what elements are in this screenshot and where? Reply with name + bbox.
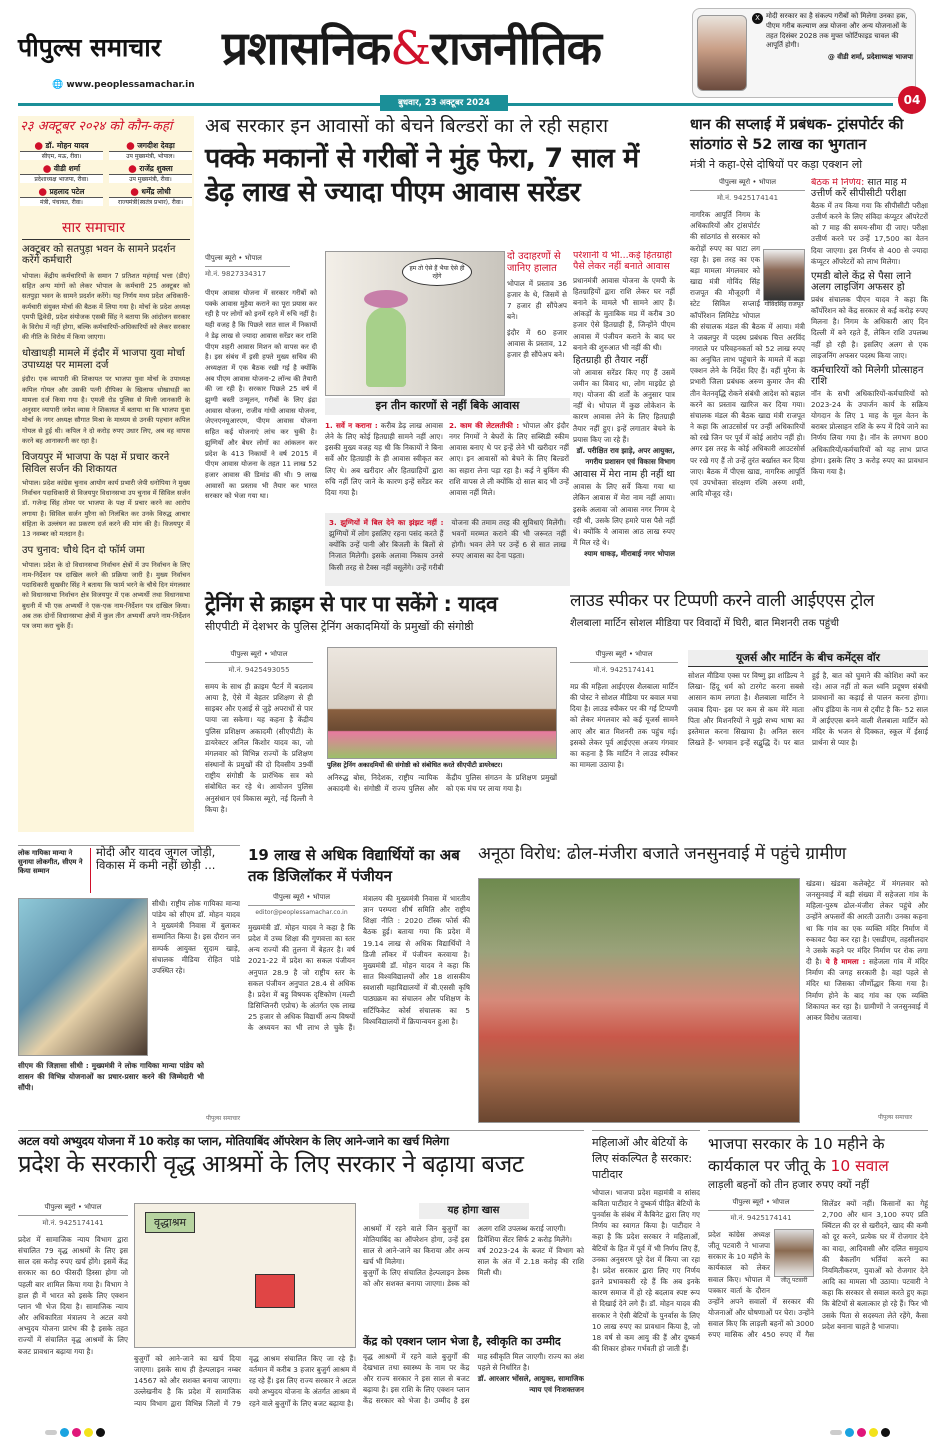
sar-headline: विजयपुर में भाजपा के पक्ष में प्रचार करने सिविल सर्जन की शिकायत [22,452,170,475]
digilocker-story [248,845,470,1125]
action-plan-headline: केंद्र को एक्शन प्लान भेजा है, स्वीकृति का उम्मीद [363,1335,561,1348]
sar-text: भोपाल। केंद्रीय कर्मचारियों के समान 7 प्रतिशत महंगाई भत्ता (डीए) सहित अन्य मांगों को लेकर भोपाल के कर्मचारी 25 अक्टूबर को सतपुड़ा भवन के सामने प्रदर्शन करेंगे। यह निर्णय मध्य प्रदेश अधिकारी-कर्मचारी संयुक्त मोर्चा की बैठक में लिया गया है। मोर्चा के प्रदेश अध्यक्ष एमपी द्विवेदी, प्रदेश संयोजक एसबी सिंह ने बताया कि आंदोलन सरकार के विरोध में नहीं होगा, बल्कि कर्मचारियों-अधिकारियों को लेकर सरकार की नीति के विरोध में किया जाएगा। [22,271,190,342]
newspaper-logo: पीपुल्स समाचार [18,33,161,62]
reason-text: भोपाल और इंदौर नगर निगमों ने बेघरों के लिए सब्सिडी स्कीम आवास बनाए थे पर इन्हें लेने भी खरीदार नहीं आए। इन आवासों को बेचने के लिए बिल्डरों का सहारा लेना पड़ा रहा है। कई ने बुकिंग की राशि वापस ले ली क्योंकि दो साल बाद भी उन्हें आवास नहीं मिले। [449,421,569,497]
jitu-photo-figure [774,1229,814,1285]
photo-caption: गोविंदसिंह राजपूत [764,301,804,309]
byline: पीपुल्स ब्यूरो • भोपाल [708,1198,814,1211]
jitu-byline-block [708,1198,814,1223]
example-item: इंदौर में 60 हजार आवास के प्रस्ताव, 12 हजार ही सौंपेअप बने। [507,327,567,359]
cartoon [325,251,505,396]
protest-body [806,878,928,1108]
training-body: समय के साथ ही क्राइम पैटर्न में बदलाव आया है, ऐसे में बेहतर प्रशिक्षण से ही साइबर और एआई से जुड़े अपराधों से पार पाया जा सकेगा। यह कहना है केंद्रीय पुलिस प्रशिक्षण अकादमी (सीएपीटी) के डायरेक्टर अनिल किशोर यादव का, जो मंगलवार को विभिन्न राज्यों के प्रशिक्षण संस्थानों के प्रमुखों की दो दिवसीय 39वीं राष्ट्रीय संगोष्ठी के प्रारंभिक सत्र को संबोधित कर रहे थे। आयोजन पुलिस अनुसंधान एवं विकास ब्यूरो, नई दिल्ली ने किया है। [205,682,313,814]
troll-body: मप्र की महिला आईएएस शैलबाला मार्टिन की पोस्ट ने सोशल मीडिया पर बवाल मचा दिया है। लाउड स्पीकर पर की गई टिप्पणी को लेकर मंगलवार को कई यूजर्स सामने आए और बात मिशनरी तक पहुंच गई। इसको लेकर पूर्व आईएएस अजय गंगवार का कहना है कि मार्टिन ने लाउड स्पीकर का मामला उठाया है। [570,682,678,770]
singer-story [18,845,240,1125]
lead-headline: पक्के मकानों से गरीबों ने मुंह फेरा, 7 साल में डेढ़ लाख से ज्यादा पीएम आवास सरेंडर [205,142,639,208]
special-item: वर्ष 2023-24 के बजट में विभाग को साल के अंत में 2.18 करोड़ की राशि मिली थी। [477,1245,584,1278]
sar-headline: धोखाधड़ी मामले में इंदौर में भाजपा युवा मोर्चा उपाध्यक्ष पर मामला दर्ज [22,348,185,371]
who-where-title: २३ अक्टूबर २०२४ को कौन-कहां [20,119,173,134]
email-address[interactable]: editor@peoplessamachar.co.in [255,909,348,916]
x-icon: X [752,13,763,24]
singer-body: सीधी। राष्ट्रीय लोक गायिका मान्या पांडेय को सीएम डॉ. मोहन यादव ने मुख्यमंत्री निवास में बुलाकर सम्मानित किया है। इस दौरान जन सम्पर्क आयुक्त सुदाम खाड़े, संचालक मीडिया रोहित पांडे उपस्थित रहे। [152,899,240,975]
paddy-side [811,178,928,586]
reason-label: 1. सर्वे न कराना : [325,421,378,430]
lead-story [205,116,675,586]
side-headline: हितग्राही ही तैयार नहीं [573,354,648,366]
cartoon-speech-bubble: हम तो ऐसे हैं भैया ऐसे ही रहेंगे [402,258,472,286]
left-column [18,116,194,832]
training-headline: ट्रेनिंग से क्राइम से पार पा सकेंगे : यादव [205,592,498,616]
jitu-headline-text: भाजपा सरकार के 10 महीने के कार्यकाल पर जीतू के [708,1135,885,1176]
seminar-photo-caption: पुलिस ट्रेनिंग अकादमियों की संगोष्ठी को संबोधित करते सीएपीटी डायरेक्टर। [327,761,503,769]
mobile-number: मो.नं. 9425174141 [716,194,779,203]
lead-kicker: अब सरकार इन आवासों को बेचने बिल्डरों का ले रही सहारा [205,115,609,137]
date-pill: बुधवार, 23 अक्टूबर 2024 [380,95,508,111]
sar-headline: उप चुनाव: चौथे दिन दो फॉर्म जमा [22,545,145,557]
jitu-subheadline: लाड़ली बहनों को तीन हजार रुपए क्यों नहीं [708,1178,870,1191]
person-name: जगदीश देवड़ा [137,140,175,150]
page-number: 04 [898,86,926,114]
person-place: मंत्री, पंचायत, रीवा। [20,198,103,206]
protest-text: खंडवा। खंडवा कलेक्ट्रेट में मंगलवार को जनसुनवाई में बड़ी संख्या में सहेजला गांव के महिला-पुरुष ढोल-मंजीरा लेकर पहुंचे और उन्होंने अफसरों की आरती उतारी। उनका कहना था कि गांव का एक व्यक्ति मंदिर निर्माण में रुकावट पैदा कर रहा है। एसडीएम, तहसीलदार ने उसके कहने पर मंदिर निर्माण पर रोक लगा दी है। [806,879,928,967]
sar-text: भोपाल। प्रदेश कांग्रेस चुनाव आयोग कार्य प्रभारी जेपी धनोपिया ने मुख्य निर्वाचन पदाधिकारी से विजयपुर विधानसभा उप चुनाव में सिविल सर्जन डॉ. गजेन्द्र सिंह तोमर पर भाजपा के पक्ष में प्रचार करने का आरोप लगाया है। सिविल सर्जन मुरैना को निलंबित कर उनके विरुद्ध आचार संहिता के उल्लंघन का प्रकरण दर्ज करने की मांग की है। विजयपुर में 13 नवम्बर को मतदान है। [22,479,190,539]
training-story [205,592,557,830]
lead-body: पीएम आवास योजना में सरकार गरीबों को पक्के आवास मुहैया कराने का पूरा प्रयास कर रही है पर लोगों को इनमें रहने में रुचि नहीं है। यही वजह है कि पिछले सात साल में निकायों ने डेढ़ लाख से ज्यादा आवास सरेंडर कर राशि पीएम शहरी आवास मिशन को वापस कर दी है। इस संबंध में इसी हफ्ते मुख्य सचिव की अध्यक्षता में एक बैठक रखी गई है क्योंकि अब पीएम आवास योजना-2 लॉन्च की तैयारी की जा रही है। सरकार पिछले 25 वर्ष में झुग्गी बस्ती उन्मूलन, गरीबों के लिए इंद्रा आवास योजना, राजीव गांधी आवास योजना, जेएनएनयूआरएम, पीएम आवास योजना सहित कई योजनाएं लांच कर चुकी है। झुग्गियों और बेघर लोगों का आंकलन कर प्रदेश के 413 निकायों ने वर्ष 2015 में पीएम आवास योजना के तहत 11 लाख 52 हजार आवास की डिमांड की थी। 9 लाख आवासों का प्रस्ताव भी तैयार कर भारत सरकार को भेजा गया था। [205,289,317,501]
section-title [222,22,601,75]
side-label: बैठक में निर्णय: [811,178,865,189]
paddy-subheadline: मंत्री ने कहा-ऐसे दोषियों पर कड़ा एक्शन लो [690,158,863,172]
singer-headline: मोदी और यादव जुगल जोड़ी, विकास में कमी नहीं छोड़ी ... [96,845,216,873]
side-text: प्रबंध संचालक पीएन यादव ने कहा कि कॉर्पोरेशन को केंद्र सरकार से कई करोड़ रुपए मिलना है। निगम के अधिकारी आए दिन दिल्ली में बने रहते हैं, लेकिन राशि उपलब्ध नहीं हो रही है। इसलिए अलग से एक लाइजनिंग अफसर पदस्थ किया जाए। [811,294,928,360]
quote-attribution: डॉ. आरआर भोंसले, आयुक्त, सामाजिक न्याय एवं निःशक्तजन [477,1373,584,1395]
photo-caption: जीतू पटवारी [780,1276,808,1284]
reason-text: झुग्गियों में लोग इसलिए रहना पसंद करते हैं क्योंकि उन्हें पानी और बिजली के बिलों से निजात मिलेगी। इसके अलावा निकाय उनसे किसी तरह से टैक्स नहीं वसूलेंगे। उन्हें गरीबी योजना की तमाम तरह की सुविधाएं मिलेंगी। भवनों मरम्मत कराने की भी जरूरत नहीं होगी। भवन लेने पर उन्हें 6 से सात लाख रुपए आवास का देना पड़ता। [329,518,566,572]
cartoon-figure [366,307,406,387]
side2-headline: एमडी बोले केंद्र से पैसा लाने अलग लाइजिंग अफसर हो [811,270,912,294]
person-name: राजेंद्र शुक्ला [139,163,173,173]
person-name: डॉ. मोहन यादव [45,140,89,150]
side-text: आवास के लिए सर्वे किया गया था लेकिन आवास में मेरा नाम नहीं आया। इसके अलावा जो आवास नगर निगम दे रही थी, उसके लिए हमारे पास पैसे नहीं थे। क्योंकि ये आवास आठ लाख रुपए में मिल रहे थे। [573,482,675,547]
action-plan-quote: वृद्ध आश्रमों में रहने वाले बुजुर्गों की देखभाल तथा स्वास्थ्य के नाम पर केंद्र और राज्य सरकार ने इस साल से बजट बढ़ाया है। इस राशि के लिए एक्शन प्लान केंद्र सरकार को भेजा है। उम्मीद है इस माह स्वीकृति मिल जाएगी। राज्य का अंश पहले से निर्धारित है। [363,1351,584,1406]
print-registration-marks [830,1428,890,1437]
print-registration-marks [45,1428,105,1437]
special-item: डिमेंशिया सेंटर सिर्फ 2 करोड़ मिलेंगे। [477,1234,572,1244]
side3-headline: कर्मचारियों को मिलेगी प्रोत्साहन राशि [811,364,924,388]
special-box [363,1203,584,1333]
who-where-item: ⬤ राजेंद्र शुक्ला उप मुख्यमंत्री, रीवा। [109,164,192,183]
special-box-items [363,1223,584,1328]
singer-kicker-text: लोक गायिका मान्या ने सुनाया लोकगीत, सीएम ने किया सम्मान [18,849,83,875]
ashram-cartoon [134,1203,356,1348]
sar-item [18,244,194,631]
website-row [52,80,195,90]
example-item: भोपाल में प्रस्ताव 36 हजार के थे, जिसमें से 7 हजार ही सौंपेअप बने। [507,279,567,322]
govind-rajput-photo [763,249,805,301]
mobile-number: मो.नं. 9425174141 [593,666,655,674]
singer-kicker [18,848,88,875]
quote-author: @ वीडी शर्मा, प्रदेशाध्यक्ष भाजपा [827,53,913,62]
quote-attribution: डॉ. परीक्षित राव झाड़े, अपर आयुक्त, नगरीय प्रशासन एवं विकास विभाग [576,445,675,467]
training-body-2: अनिरुद्ध बोस, निदेशक, राष्ट्रीय न्यायिक अकादमी थे। संगोष्ठी में राज्य पुलिस और केंद्रीय पुलिस संगठन के प्रशिक्षण प्रमुखों को एक मंच पर लाया गया है। [327,773,557,794]
training-left-column [205,650,313,830]
ashram-left-column [18,1203,128,1421]
seminar-photo [327,647,557,759]
ias-troll-story [570,592,928,830]
photo-credit: पीपुल्स समाचार [878,1114,913,1121]
section-title-part1: प्रशासनिक [222,21,391,75]
person-place: सीएम, मऊ, रीवा। [20,152,103,160]
digilocker-headline: 19 लाख से अधिक विद्यार्थियों का अब तक डिजिलॉकर में पंजीयन [248,846,460,885]
cartoon-hat [364,290,408,308]
person-name: वीडी शर्मा [53,163,81,173]
women-story [592,1130,700,1420]
ampersand: & [390,21,431,75]
vd-sharma-photo [697,15,747,91]
who-where-item: ⬤ डॉ. मोहन यादव सीएम, मऊ, रीवा। [20,141,103,160]
byline: पीपुल्स ब्यूरो • भोपाल [690,178,805,191]
who-where-item: ⬤ जगदीश देवड़ा उप मुख्यमंत्री, भोपाल। [109,141,192,160]
comments-war-title: यूजर्स और मार्टिन के बीच कमेंट्स वॉर [688,650,928,667]
paddy-photo-figure [763,249,805,309]
sar-headline: अक्टूबर को सतपुड़ा भवन के सामने प्रदर्शन करेंगे कर्मचारी [22,243,176,267]
person-name: धर्मेंद्र लोधी [141,186,171,196]
photo-credit: पीपुल्स समाचार [206,1115,241,1122]
jitu-body: प्रदेश कांग्रेस अध्यक्ष जीतू पटवारी ने भाजपा सरकार के 10 महीने के कार्यकाल को लेकर सवाल किए। भोपाल में पत्रकार वार्ता के दौरान उन्होंने अपने सवालों में सरकार की योजनाओं और घोषणाओं पर घेरा। उन्होंने सवाल किए कि लाड़ली बहनों को 3000 रुपए मासिक और 450 रुपए में गैस सिलेंडर क्यों नहीं। किसानों का गेहूं 2,700 और धान 3,100 रुपए प्रति क्विंटल की दर से खरीदने, खाद की कमी को दूर करने, प्रत्येक घर में रोजगार देने का वादा, आदिवासी और दलित समुदाय की बैकलॉग भर्तियां करने का नियमितीकरण, युवाओं को रोजगार देने आदि का मामला भी उठाया। पटवारी ने कहा कि सरकार से सवाल करते हुए कहा कि बेटियों से बलात्कार हो रहे हैं। फिर भी उसके पिता से सदस्यता लेते रहेंगे, कैसा प्रदेश बनाना चाहते है भाजपा। [708,1198,928,1340]
byline: पीपुल्स ब्यूरो • भोपाल [205,254,290,267]
reasons-box [325,398,570,586]
ashram-story [18,1130,584,1420]
reason-label: 2. काम की लेटलतीफी : [449,421,520,430]
byline: पीपुल्स ब्यूरो • भोपाल [18,1203,128,1216]
side-text: नॉन के सभी अधिकारियों-कर्मचारियों को 2023-24 के उपार्जन कार्य के सक्रिय योगदान के लिए 1 माह के मूल वेतन के बराबर प्रोत्साहन राशि के रूप में दिये जाने का निर्णय लिया गया है। नॉन के लगभग 800 अधिकारियों/कर्मचारियों को यह लाभ प्राप्त होगा। इसके लिए 3 करोड़ रुपए का प्रावधान किया गया है। [811,388,928,476]
gift-box [255,1274,295,1308]
digilocker-body: मुख्यमंत्री डॉ. मोहन यादव ने कहा है कि प्रदेश में उच्च शिक्षा की गुणवत्ता का स्तर अन्य राज्यों की तुलना में बेहतर है। वर्ष 2021-22 में प्रदेश का सकल पंजीयन अनुपात 28.9 है जो राष्ट्रीय स्तर के सकल पंजीयन अनुपात 28.4 से अधिक है। प्रदेश में बहु विषयक दृष्टिकोण (मल्टी डिसिप्लिनरी एप्रोच) के अंतर्गत एक लाख 25 हजार से अधिक विद्यार्थी अन्य विषयों के अध्ययन का भी लाभ ले चुके हैं। मंत्रालय की मुख्यमंत्री निवास में भारतीय ज्ञान परम्परा शीर्ष समिति और राष्ट्रीय शिक्षा नीति : 2020 टॉस्क फोर्स की बैठक हुई। बताया गया कि प्रदेश में 19.14 लाख से अधिक विद्यार्थियों ने डिजी लॉकर में पंजीयन करवाया है। मुख्यमंत्री डॉ. मोहन यादव ने कहा कि सात विश्वविद्यालयों और 18 शासकीय स्वशासी महाविद्यालयों में बी.एससी कृषि पाठ्यक्रम का संचालन और पशिक्षण के सर्टिफिकेट कोर्स संचालक का 5 विश्वविद्यालयों में क्रियान्वयन हुआ है। [248,894,470,1033]
who-where-item: ⬤ धर्मेंद्र लोधी राज्यमंत्री(स्वतंत्र प्रभार), रीवा। [109,187,192,206]
side-headline: परेशानी ये भी...कई हितग्राही पैसे लेकर नहीं बनाते आवास [573,251,672,272]
quote-text: मोदी सरकार का है संकल्प गरीबों को मिलेगा उनका हक, पीएम गरीब कल्याण अन्न योजना और अन्य योजनाओं के तहत दिसंबर 2028 तक मुफ्त फोर्टिफाइड चावल की आपूर्ति होगी। [766,12,908,50]
reason-1 [325,420,443,510]
women-body: भोपाल। भाजपा प्रदेश महामंत्री व सांसद कविता पाटीदार ने दुष्कर्म पीड़ित बेटियों के पुनर्वास के संबंध में कैबिनेट द्वारा लिए गए निर्णय का स्वागत किया है। पाटीदार ने कहा है कि प्रदेश सरकार ने महिलाओं, बेटियों के हित में पूर्व में भी निर्णय लिए हैं, उनका अनुसरण पूरे देश में किया जा रहा है। प्रदेश सरकार द्वारा लिए गए निर्णय इतने प्रभावकारी रहे हैं कि अब इनके कारण समाज में हो रहे बदलाव स्पष्ट रूप से दिखाई देने लगे हैं। डॉ. मोहन यादव की सरकार ने ऐसी बेटियों के पुनर्वास के लिए 10 लाख रुपए का प्रावधान किया है, जो 18 वर्ष से कम आयु की हैं और दुष्कर्म की शिकार होकर गर्भवती हो जाती हैं। [592,1187,700,1353]
troll-subheadline: शैलबाला मार्टिन सोशल मीडिया पर विवादों में घिरी, बात मिशनरी तक पहुंची [570,617,840,629]
paddy-columns [690,178,928,586]
reason-3 [325,513,570,586]
who-where-grid [18,139,194,208]
protest-photo [478,878,800,1123]
side-headline-text: सात माह में उत्तीर्ण करें सीपीसीटी परीक्षा [811,178,907,200]
person-place: उप मुख्यमंत्री, रीवा। [109,175,192,183]
mobile-number: मो.नं. 9425493055 [228,666,290,674]
ashram-headline: प्रदेश के सरकारी वृद्ध आश्रमों के लिए सरकार ने बढ़ाया बजट [18,1150,524,1179]
side1-headline [811,178,928,200]
digilocker-columns [248,893,470,1125]
singer-photo [18,898,148,1056]
special-box-title: यह होगा खास [419,1203,529,1219]
paddy-main [690,178,805,586]
quote-attribution: श्याम धाकड़, मीराबाई नगर भोपाल [584,549,675,559]
paddy-body: नागरिक आपूर्ति निगम के अधिकारियों और ट्रांसपोर्टर की सांठगांठ से सरकार को करोड़ों रुपए का घाटा लग रहा है। इस तरह का एक बड़ा मामला मंगलवार को खाद्य मंत्री गोविंद सिंह राजपूत की मौजूदगी में स्टेट सिविल सप्लाई कॉर्पोरेशन लिमिटेड भोपाल की संचालक मंडल की बैठक में आया। मंत्री ने जबलपुर में पदस्थ प्रबंधक चित्त अरविंद नगराले पर परिवहनकर्ता को 52 लाख रुपए का अनुचित लाभ पहुंचाने के मामले में कड़ा एक्शन लेने के निर्देश दिए हैं। वहीं मुरैना के प्रभारी जिला प्रबंधक अरुण कुमार जैन की तीन वेतनवृद्धि रोकने संबंधी आदेश को बहाल करने का प्रस्ताव खारिज कर दिया गया। संचालक मंडल की बैठक खाद्य मंत्री राजपूत ने कहा कि आउटसोर्स पर उन्हीं अधिकारियों को रखे जिन पर पूर्व में कोई आरोप नहीं हो। अगर इस तरह के कोई अधिकारी आउटसोर्स पर रखे गए हैं तो उन्हें तुरंत बर्खास्त कर दिया जाए। बैठक में पीएस खाद्य, नागरिक आपूर्ति एवं उपभोक्ता संरक्षण रश्मि अरुण शमी, आदि मौजूद रहे। [690,210,805,499]
jitu-columns [708,1198,928,1420]
mobile-number: मो.नं. 9425174141 [42,1219,104,1227]
special-item: आश्रमों में रहने वाले जिन बुजुर्गों का मोतियाबिंद का ऑपरेशन होगा, उन्हें इस साल से आने-जाने का किराया और अन्य खर्च भी मिलेगा। [363,1223,470,1266]
comments-war-text: सोशल मीडिया एक्स पर विष्णु झा शांडिल्य ने लिखा- हिंदू धर्म को टारगेट करना सबसे आसान काम लगता है। शैलबाला मार्टिन ने जवाब दिया- इस पर कम से कम मेरे माता पिता और मिशनरियों ने मुझे सभ्य भाषा का इस्तेमाल करना सिखाया है। अनिल सरन लिखते हैं- भगवान इन्हें सद्बुद्धि दें। पर बात हुई है, बात को घुमाने की कोशिश क्यों कर रहे। आज नहीं तो कल ध्वनि प्रदूषण संबंधी प्रावधानों का कड़ाई से पालन करना होगा। ऑप इंडिया के नाम से ट्वीट है कि- 52 साल में आईएएस बनने वाली शैलबाला मार्टिन को मंदिर के भजन से दिक्कत, स्कूल में ईसाई प्रार्थना से प्यार है। [688,671,928,747]
sar-text: इंदौर। एक व्यापारी की शिकायत पर भाजपा युवा मोर्चा के उपाध्यक्ष कपिल गोयल और उसकी पत्नी दीपिका के खिलाफ धोखाधड़ी का मामला दर्ज किया गया है। एमजी रोड पुलिस से मिली जानकारी के अनुसार व्यापारी जयेश व्यास ने शिकायत में बताया था कि भाजपा युवा मोर्चा के नगर अध्यक्ष सौगात मिश्रा के माध्यम से उनकी पहचान कपिल गोयल से हुई थी। कपिल ने दो करोड़ रुपए उधार लिए, अब वह वापस करने बह आनाकानी कर रहा है। [22,375,190,445]
examples-box [507,251,567,360]
jitu-story [708,1130,928,1420]
byline: पीपुल्स ब्यूरो • भोपाल [570,650,678,663]
website-link[interactable]: www.peoplessamachar.in [66,80,195,90]
action-plan-block [363,1336,584,1421]
women-headline: महिलाओं और बेटियों के लिए संकल्पित है सरकार: पाटीदार [592,1136,693,1181]
special-item: बुजुर्गों के लिए संचालित हेल्पलाइन डेस्क को और सशक्त बनाया जाएगा। डेस्क को अलग राशि उपलब्ध कराई जाएगी। [363,1223,566,1289]
troll-headline: लाउड स्पीकर पर टिप्पणी करने वाली आईएएस ट्रोल [570,591,875,611]
troll-left-column [570,650,678,830]
action-plan-text [363,1351,584,1416]
paddy-headline: धान की सप्लाई में प्रबंधक- ट्रांसपोर्टर की सांठगांठ से 52 लाख का भुगतान [690,117,904,153]
digilocker-byline-block [248,893,355,916]
protest-text-2: सहेजला गांव में मंदिर निर्माण की जगह सरकारी है। वहां पहले से मंदिर था जिसका जीर्णोद्धार किया गया है। निर्माण होने के बाद गांव का एक व्यक्ति शिकायत कर रहा है। ग्रामीणों ने जनसुनवाई में आकर विरोध जताया। [806,957,928,1022]
mobile-number: मो.नं. 9827334317 [205,270,267,278]
person-place: राज्यमंत्री(स्वतंत्र प्रभार), रीवा। [109,198,192,206]
protest-headline: अनूठा विरोध: ढोल-मंजीरा बजाते जनसुनवाई में पहुंचे ग्रामीण [478,844,847,864]
side-headline: आवास में मेरा नाम ही नहीं था [573,469,675,481]
globe-icon: 🌐 [52,80,64,90]
sar-text: भोपाल। प्रदेश के दो विधानसभा निर्वाचन क्षेत्रों में उप निर्वाचन के लिए नाम-निर्देशन पत्र दाखिल करने की प्रक्रिया जारी है। मुख्य निर्वाचन पदाधिकारी सुखवीर सिंह ने बताया कि फार्म भरने के चौथे दिन मंगलवार को विधानसभा निर्वाचन क्षेत्र विजयपुर में एक अभ्यर्थी तथा विधानसभा बुधनी में भी एक अभ्यर्थी ने एक-एक नाम-निर्देशन पत्र दाखिल किया। अब तक दोनों विधानसभा क्षेत्रों में कुल तीन अभ्यर्थी अपने नाम-निर्देशन पत्र जमा करा चुके हैं। [22,560,190,631]
reason-label: 3. झुग्गियों में बिल देने का झंझट नहीं : [329,518,444,527]
reason-2 [449,420,569,510]
ashram-kicker: अटल वयो अभ्युदय योजना में 10 करोड़ का प्लान, मोतियाबिंद ऑपरेशन के लिए आने-जाने का खर्च मिलेगा [18,1134,449,1148]
byline: पीपुल्स ब्यूरो • भोपाल [205,650,313,663]
reason-text: करीब डेढ़ लाख आवास लेने के लिए कोई हितग्राही सामने नहीं आए। इसकी मुख्य वजह यह थी कि निकायों ने बिना सर्वे और हितग्राही के ही आवास स्वीकृत कर लिए थे। अब खरीदार और हितग्राहियों द्वारा रुचि नहीं लिए जाने के कारण इन्हें सरेंडर कर दिया गया है। [325,421,443,497]
protest-story [478,845,928,1125]
protest-label: ये है मामला : [825,957,866,967]
person-name: प्रहलाद पटेल [49,186,85,196]
masthead [0,0,945,112]
training-subheadline: सीएपीटी में देशभर के पुलिस ट्रेनिंग अकादमियों के प्रमुखों की संगोष्ठी [205,620,474,634]
side-text: जो आवास सरेंडर किए गए हैं उसमें जमीन का विवाद था, लोग माइग्रेट हो गए। योजना की शर्तों के अनुसार पात्र नहीं थे। भोपाल में कुछ लोकेशन के कारण आवास लेने के लिए हितग्राही तैयार नहीं हुए। इन्हें लगातार बेचने के प्रयास किए जा रहे हैं। [573,367,675,444]
who-where-item: ⬤ प्रहलाद पटेल मंत्री, पंचायत, रीवा। [20,187,103,206]
quote-content [766,12,913,62]
sar-title-text: सार समाचार [62,219,125,236]
ashram-body: प्रदेश में सामाजिक न्याय विभाग द्वारा संचालित 79 वृद्ध आश्रमों के लिए इस साल दस करोड़ रुपए खर्च होंगे। इसमें केंद्र सरकार का 60 फीसदी हिस्सा होगा जो पहली बार शामिल किया गया है। विभाग ने हाल ही में भारत को इसके लिए एक्शन प्लान भी भेज दिया है। सामाजिक न्याय और अधिकारिता मंत्रालय ने अटल वयो अभ्युदय योजना प्रारंभ की है इसके तहत राज्यों में संचालित वृद्ध आश्रमों के लिए बजट प्रावधान बढ़ाया गया है। [18,1235,128,1356]
comments-war-box [688,650,928,830]
person-place: उप मुख्यमंत्री, भोपाल। [109,152,192,160]
examples-title: दो उदाहरणों से जानिए हालात [507,251,561,274]
vridhashram-sign: वृद्धाश्रम [145,1212,195,1233]
jitu-headline-highlight: 10 सवाल [830,1157,889,1176]
lead-sidebar [573,251,675,586]
sar-samachar-title [22,218,190,240]
paddy-story [690,116,928,586]
byline: पीपुल्स ब्यूरो • भोपाल [248,893,355,906]
divider [90,848,91,893]
mobile-number: मो.नं. 9425174141 [730,1213,792,1222]
person-place: प्रदेशाध्यक्ष भाजपा, रीवा। [20,175,103,183]
section-title-part2: राजनीतिक [430,21,601,75]
quote-box [692,8,916,98]
side-text: प्रधानमंत्री आवास योजना के एमपी के हितग्राहियों द्वारा राशि लेकर घर नहीं बनाने के मामले भी सामने आए हैं। आंकड़ों के मुताबिक मप्र में करीब 30 हजार ऐसे हितग्राही हैं, जिन्होंने पीएम आवास में पंजीयन कराने के बाद घर बनाने की शुरुआत भी नहीं की थी। [573,275,675,352]
side-text: बैठक में तय किया गया कि सीपीसीटी परीक्षा उत्तीर्ण करने के लिए संविदा कंप्यूटर ऑपरेटरों को 7 माह की समय-सीमा दी जाए। परीक्षा उत्तीर्ण करने पर उन्हें 17,500 का वेतन दिया जाएगा। इस निर्णय से 400 से ज्यादा कंप्यूटर ऑपरेटरों को लाभ मिलेगा। [811,200,928,266]
singer-caption: सीएम की जिज्ञासा सीधी : मुख्यमंत्री ने लोक गायिका मान्या पांडेय को शासन की विभिन्न योजनाओं का प्रचार-प्रसार करने की जिम्मेदारी भी सौंपी। [18,1061,204,1093]
jitu-headline [708,1133,928,1178]
jitu-patwari-photo [774,1229,814,1277]
reasons-title: इन तीन कारणों से नहीं बिके आवास [325,398,570,415]
who-where-item: ⬤ वीडी शर्मा प्रदेशाध्यक्ष भाजपा, रीवा। [20,164,103,183]
ashram-body-2: बुजुर्गों को आने-जाने का खर्च दिया जाएगा। इसके साथ ही हेल्पलाइन नम्बर 14567 को और सशक्त बनाया जाएगा। उल्लेखनीय है कि प्रदेश में सामाजिक न्याय विभाग द्वारा विभिन्न जिलों में 79 वृद्ध आश्रम संचालित किए जा रहे हैं। वर्तमान में करीब 3 हजार बुजुर्ग आश्रम में रह रहे हैं। इस लिए राज्य सरकार ने अटल वयो अभ्युदय योजना के अंतर्गत आश्रम में रहने वाले बुजुर्गों के लिए बजट बढ़ाया है। [134,1354,356,1408]
lead-byline-block [205,254,290,279]
